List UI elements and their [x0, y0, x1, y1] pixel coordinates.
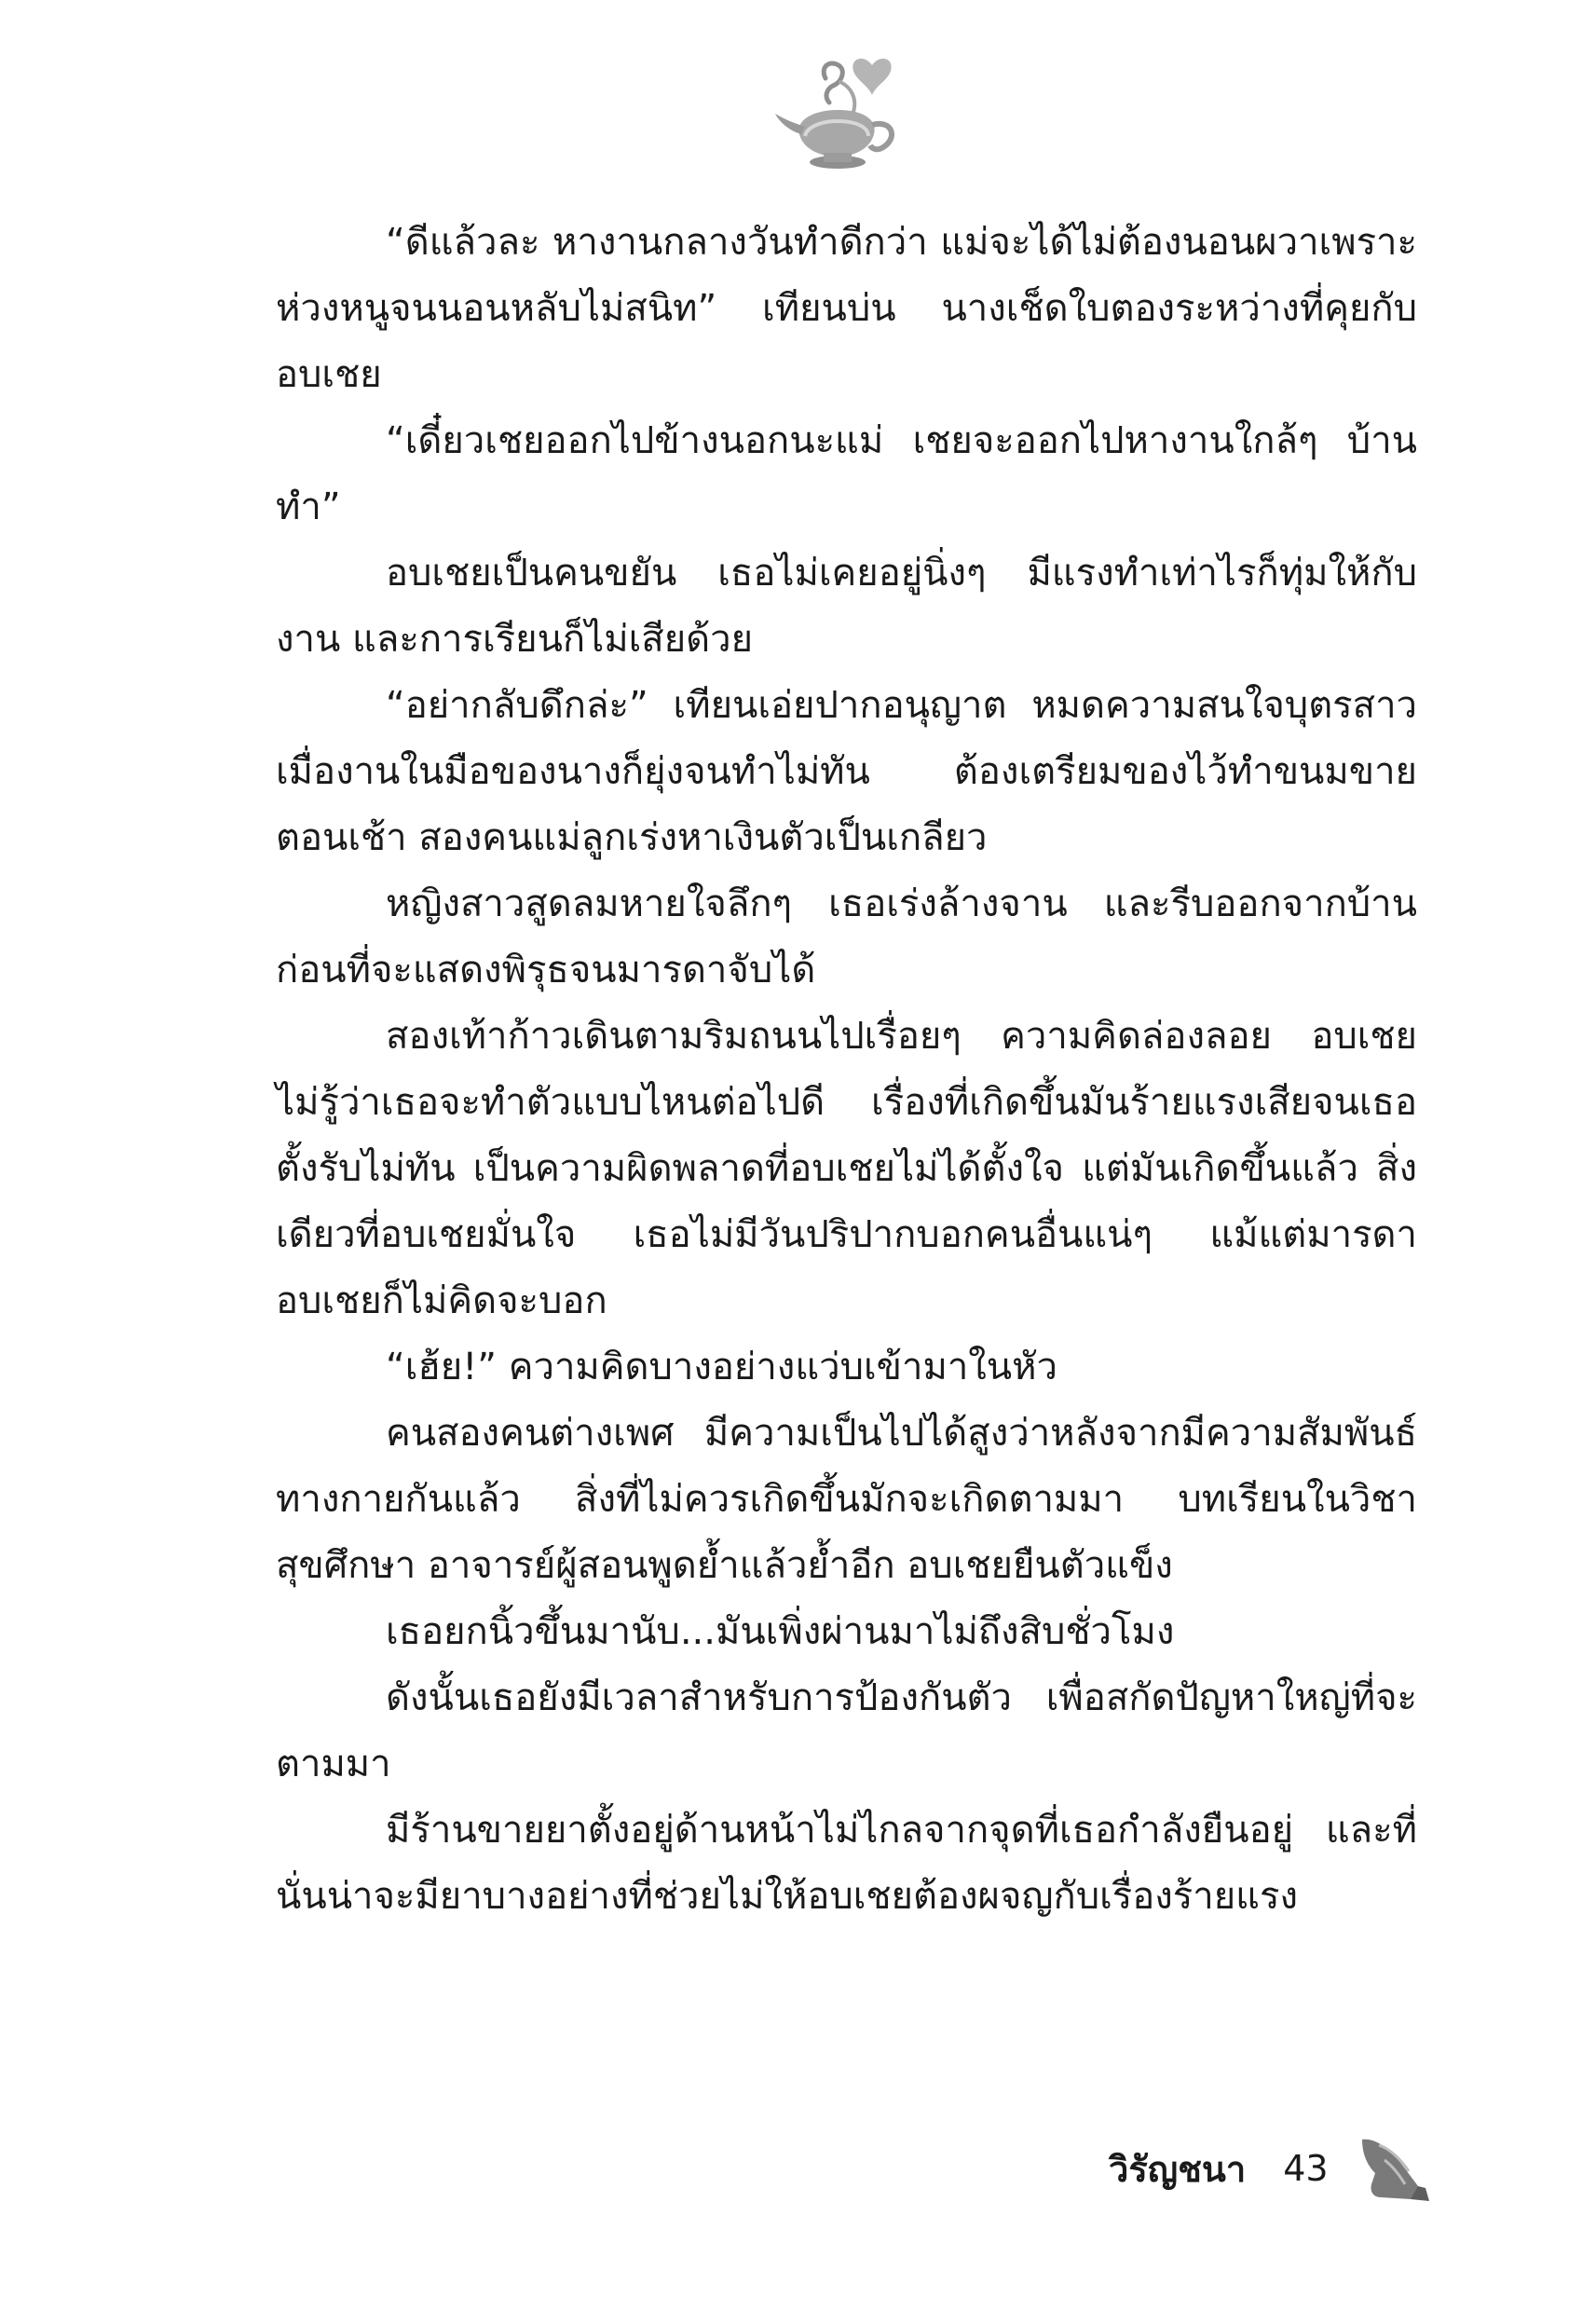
paragraph: มีร้านขายยาตั้งอยู่ด้านหน้าไม่ไกลจากจุดที่เธอกำลังยืนอยู่ และที่นั่นน่าจะมียาบางอย่างที่ช่วยไม่ให้อบเชยต้องผจญกับเรื่องร้ายแรง — [276, 1809, 1417, 1918]
paragraph: “เฮ้ย!” ความคิดบางอย่างแว่บเข้ามาในหัว — [386, 1346, 1057, 1388]
praying-hands-icon — [1353, 2132, 1435, 2205]
paragraph: คนสองคนต่างเพศ มีความเป็นไปได้สูงว่าหลังจากมีความสัมพันธ์ทางกายกันแล้ว สิ่งที่ไม่ควรเกิดขึ้นมักจะเกิดตามมา บทเรียนในวิชาสุขศึกษา อาจารย์ผู้สอนพูดย้ำแล้วย้ำอีก อบเชยยืนตัวแข็ง — [276, 1412, 1417, 1587]
paragraph: เธอยกนิ้วขึ้นมานับ...มันเพิ่งผ่านมาไม่ถึงสิบชั่วโมง — [386, 1610, 1175, 1653]
paragraph: ดังนั้นเธอยังมีเวลาสำหรับการป้องกันตัว เพื่อสกัดปัญหาใหญ่ที่จะตามมา — [276, 1676, 1417, 1785]
paragraph: สองเท้าก้าวเดินตามริมถนนไปเรื่อยๆ ความคิดล่องลอย อบเชยไม่รู้ว่าเธอจะทำตัวแบบไหนต่อไปดี เรื่องที่เกิดขึ้นมันร้ายแรงเสียจนเธอตั้งรับไม่ทัน เป็นความผิดพลาดที่อบเชยไม่ได้ตั้งใจ แต่มันเกิดขึ้นแล้ว สิ่งเดียวที่อบเชยมั่นใจ เธอไม่มีวันปริปากบอกคนอื่นแน่ๆ แม้แต่มารดาอบเชยก็ไม่คิดจะบอก — [276, 1015, 1417, 1322]
paragraph: “อย่ากลับดึกล่ะ” เทียนเอ่ยปากอนุญาต หมดความสนใจบุตรสาวเมื่องานในมือของนางก็ยุ่งจนทำไม่ทัน ต้องเตรียมของไว้ทำขนมขายตอนเช้า สองคนแม่ลูกเร่งหาเงินตัวเป็นเกลียว — [276, 684, 1417, 859]
page-number: 43 — [1283, 2148, 1329, 2189]
teapot-ornament-icon — [768, 45, 907, 185]
paragraph: หญิงสาวสูดลมหายใจลึกๆ เธอเร่งล้างจาน และรีบออกจากบ้านก่อนที่จะแสดงพิรุธจนมารดาจับได้ — [276, 882, 1417, 991]
paragraph: “เดี๋ยวเชยออกไปข้างนอกนะแม่ เชยจะออกไปหางานใกล้ๆ บ้านทำ” — [276, 419, 1417, 528]
page-footer — [1109, 2136, 1435, 2201]
book-title: วิรัญชนา — [1109, 2148, 1247, 2190]
paragraph: “ดีแล้วละ หางานกลางวันทำดีกว่า แม่จะได้ไม่ต้องนอนผวาเพราะห่วงหนูจนนอนหลับไม่สนิท” เทียนบ่น นางเช็ดใบตองระหว่างที่คุยกับอบเชย — [276, 221, 1417, 396]
paragraph: อบเชยเป็นคนขยัน เธอไม่เคยอยู่นิ่งๆ มีแรงทำเท่าไรก็ทุ่มให้กับงาน และการเรียนก็ไม่เสียด้วย — [276, 552, 1417, 661]
story-text — [276, 210, 1417, 1930]
